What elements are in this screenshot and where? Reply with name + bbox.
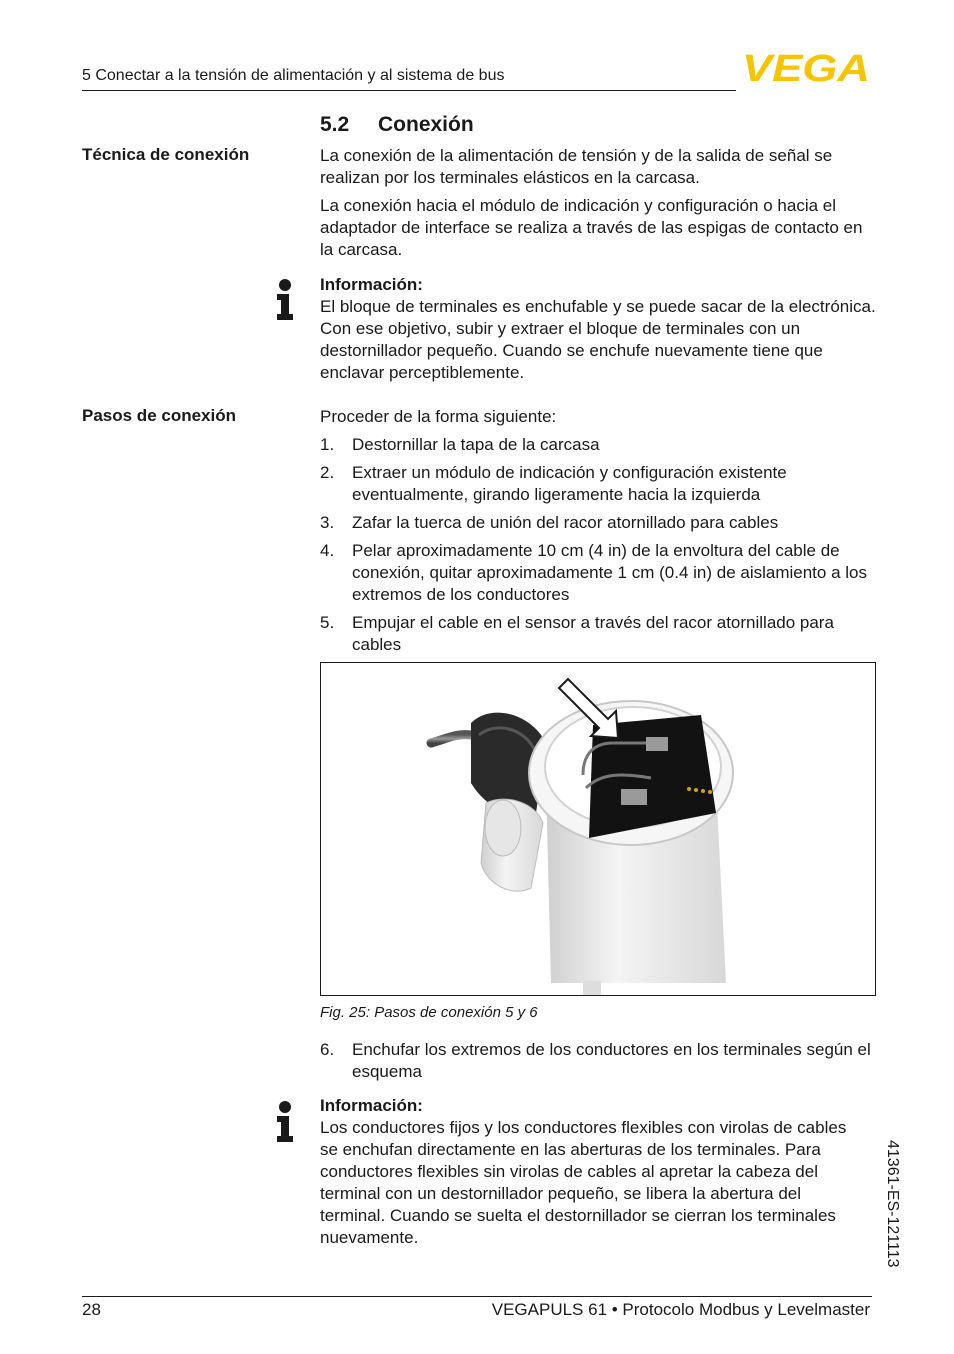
info-box-2 bbox=[320, 1095, 868, 1249]
list-item: 4. Pelar aproximadamente 10 cm (4 in) de la envoltura del cable de conexión, quitar aproximadamente 1 cm (0.4 in) de aislamiento a los extremos de los conductores bbox=[320, 541, 867, 604]
header-chapter: 5 Conectar a la tensión de alimentación y al sistema de bus bbox=[82, 67, 505, 84]
info-icon bbox=[274, 1101, 296, 1143]
tecnica-paragraph-1: La conexión de la alimentación de tensión y de la salida de señal se realizan por los terminales elásticos en la carcasa. bbox=[320, 146, 833, 187]
section-heading bbox=[320, 113, 474, 137]
section-number: 5.2 bbox=[320, 113, 350, 136]
housing-illustration bbox=[321, 663, 875, 995]
svg-text:VEGA: VEGA bbox=[742, 52, 870, 84]
info-icon bbox=[274, 279, 296, 321]
section-title: Conexión bbox=[378, 113, 474, 136]
steps-list bbox=[320, 434, 876, 662]
list-item: 6. Enchufar los extremos de los conductores en los terminales según el esquema bbox=[320, 1040, 871, 1081]
info-1-title: Información: bbox=[320, 275, 423, 294]
header-divider bbox=[82, 90, 736, 91]
info-2-text: Los conductores fijos y los conductores flexibles con virolas de cables se enchufan directamente en las aberturas de los terminales. Para conductores flexibles sin virolas de cables al apretar la cabeza del terminal con un destornillador pequeño, se libera la abertura del terminal. Cuando se suelta el destornillador se cierran los terminales nuevamente. bbox=[320, 1118, 847, 1247]
info-1-text: El bloque de terminales es enchufable y se puede sacar de la electrónica. Con ese objetivo, subir y extraer el bloque de terminales con un destornillador pequeño. Cuando se enchufe nuevamente tiene que enclavar perceptiblemente. bbox=[320, 297, 876, 382]
label-pasos-conexion: Pasos de conexión bbox=[82, 406, 236, 425]
label-tecnica-conexion: Técnica de conexión bbox=[82, 145, 250, 164]
list-item: 2. Extraer un módulo de indicación y configuración existente eventualmente, girando ligeramente hacia la izquierda bbox=[320, 463, 787, 504]
info-box-1 bbox=[320, 274, 880, 384]
list-item: 1. Destornillar la tapa de la carcasa bbox=[320, 435, 600, 454]
steps-list-continued bbox=[320, 1039, 876, 1089]
footer-title: VEGAPULS 61 • Protocolo Modbus y Levelmaster bbox=[491, 1300, 870, 1319]
pasos-intro: Proceder de la forma siguiente: bbox=[320, 407, 557, 426]
tecnica-paragraph-2: La conexión hacia el módulo de indicación y configuración o hacia el adaptador de interface se realiza a través de las espigas de contacto en la carcasa. bbox=[320, 196, 863, 259]
page-number: 28 bbox=[82, 1300, 101, 1319]
figure-caption: Fig. 25: Pasos de conexión 5 y 6 bbox=[320, 1004, 538, 1021]
figure-connection-steps bbox=[320, 662, 876, 996]
info-2-title: Información: bbox=[320, 1096, 423, 1115]
list-item: 3. Zafar la tuerca de unión del racor atornillado para cables bbox=[320, 513, 779, 532]
document-number: 41361-ES-121113 bbox=[884, 1140, 901, 1268]
vega-logo bbox=[742, 52, 872, 84]
footer-divider bbox=[82, 1296, 872, 1297]
list-item: 5. Empujar el cable en el sensor a través del racor atornillado para cables bbox=[320, 613, 834, 654]
